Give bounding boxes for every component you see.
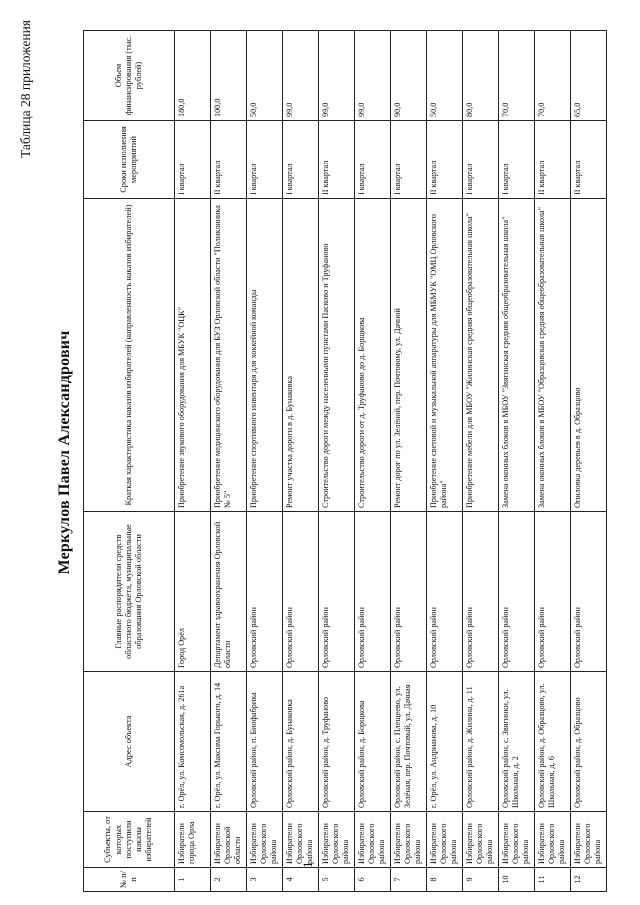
row-description: Ремонт участка дороги в д. Бунаковка xyxy=(283,199,319,512)
row-manager: Орловский район xyxy=(499,512,535,672)
row-number: 3 xyxy=(247,868,283,892)
row-address: г. Орёл, ул. Андрианова, д. 10 xyxy=(427,672,463,812)
column-header-number: № п/п xyxy=(84,868,175,892)
row-number: 12 xyxy=(571,868,607,892)
row-term: I квартал xyxy=(283,121,319,199)
row-subject: Избиратели Орловского района xyxy=(283,812,319,868)
row-number: 10 xyxy=(499,868,535,892)
row-description: Приобретение мебели для МБОУ "Жилинская средняя общеобразовательная школа" xyxy=(463,199,499,512)
table-row xyxy=(427,31,463,892)
table-row xyxy=(211,31,247,892)
column-header-description: Краткая характеристика наказов избирателей (направленность наказов избирателей) xyxy=(84,199,175,512)
row-term: I квартал xyxy=(499,121,535,199)
row-term: I квартал xyxy=(175,121,211,199)
column-header-address: Адрес объекта xyxy=(84,672,175,812)
row-subject: Избиратели Орловского района xyxy=(319,812,355,868)
row-subject: Избиратели Орловского района xyxy=(535,812,571,868)
row-amount: 80,0 xyxy=(463,31,499,121)
row-term: I квартал xyxy=(355,121,391,199)
row-subject: Избиратели города Орла xyxy=(175,812,211,868)
page-number: 1 xyxy=(300,861,315,868)
row-address: Орловский район, с. Звягинки, ул. Школьная, д. 2 xyxy=(499,672,535,812)
table-row xyxy=(571,31,607,892)
row-description: Замена оконных блоков в МБОУ "Образцовская средняя общеобразовательная школа" xyxy=(535,199,571,512)
row-term: I квартал xyxy=(391,121,427,199)
row-subject: Избиратели Орловского района xyxy=(463,812,499,868)
row-amount: 70,0 xyxy=(499,31,535,121)
row-subject: Избиратели Орловского района xyxy=(427,812,463,868)
row-number: 6 xyxy=(355,868,391,892)
table-row xyxy=(355,31,391,892)
row-amount: 65,0 xyxy=(571,31,607,121)
table-row xyxy=(535,31,571,892)
row-manager: Орловский район xyxy=(463,512,499,672)
deputy-name-heading: Меркулов Павел Александрович xyxy=(56,330,73,575)
row-description: Приобретение медицинского оборудования для БУЗ Орловской области "Поликлиника № 5" xyxy=(211,199,247,512)
row-address: г. Орёл, ул. Максима Горького, д. 14 xyxy=(211,672,247,812)
row-manager: Орловский район xyxy=(571,512,607,672)
row-amount: 99,0 xyxy=(319,31,355,121)
table-header-row xyxy=(84,31,175,892)
table-row xyxy=(499,31,535,892)
row-manager: Орловский район xyxy=(355,512,391,672)
table-row xyxy=(463,31,499,892)
row-amount: 180,0 xyxy=(175,31,211,121)
row-amount: 50,0 xyxy=(247,31,283,121)
row-description: Приобретение спортивного инвентаря для хоккейной команды xyxy=(247,199,283,512)
row-manager: Орловский район xyxy=(391,512,427,672)
row-subject: Избиратели Орловского района xyxy=(499,812,535,868)
row-subject: Избиратели Орловского района xyxy=(391,812,427,868)
row-number: 9 xyxy=(463,868,499,892)
column-header-amount: Объем финансирования (тыс. рублей) xyxy=(84,31,175,121)
row-manager: Орловский район xyxy=(535,512,571,672)
row-amount: 100,0 xyxy=(211,31,247,121)
row-address: Орловский район, д. Бунаковка xyxy=(283,672,319,812)
row-description: Строительство дороги от д. Труфаново до д. Борщкова xyxy=(355,199,391,512)
row-description: Приобретение световой и музыкальной аппаратуры для МБМУК "ОМЦ Орловского района" xyxy=(427,199,463,512)
row-amount: 99,0 xyxy=(283,31,319,121)
row-description: Ремонт дорог по ул. Зелёной, пер. Почтовому, ул. Дачной xyxy=(391,199,427,512)
row-number: 5 xyxy=(319,868,355,892)
table-row xyxy=(283,31,319,892)
row-address: Орловский район, п. Биофабрика xyxy=(247,672,283,812)
row-number: 1 xyxy=(175,868,211,892)
row-address: Орловский район, с. Плещеево, ул. Зелёная, пер. Почтовый, ул. Дачная xyxy=(391,672,427,812)
column-header-manager: Главные распорядители средств областного бюджета, муниципальные образования Орловской области xyxy=(84,512,175,672)
row-term: II квартал xyxy=(571,121,607,199)
row-term: II квартал xyxy=(535,121,571,199)
row-address: Орловский район, д. Образцово xyxy=(571,672,607,812)
table-row xyxy=(175,31,211,892)
table-row xyxy=(391,31,427,892)
row-description: Замена оконных блоков в МБОУ "Звягинская средняя общеобразовательная школа" xyxy=(499,199,535,512)
table-caption: Таблица 28 приложения xyxy=(18,20,33,159)
row-term: II квартал xyxy=(427,121,463,199)
column-header-subject: Субъекты, от которых поступили наказы избирателей xyxy=(84,812,175,868)
row-address: Орловский район, д. Борщкова xyxy=(355,672,391,812)
row-address: г. Орёл, ул. Комсомольская, д. 261а xyxy=(175,672,211,812)
row-manager: Орловский район xyxy=(247,512,283,672)
row-address: Орловский район, д. Жилина, д. 11 xyxy=(463,672,499,812)
mandates-table xyxy=(83,30,607,892)
row-manager: Орловский район xyxy=(319,512,355,672)
row-amount: 90,0 xyxy=(391,31,427,121)
row-address: Орловский район, д. Труфаново xyxy=(319,672,355,812)
row-number: 4 xyxy=(283,868,319,892)
row-subject: Избиратели Орловского района xyxy=(571,812,607,868)
row-subject: Избиратели Орловской области xyxy=(211,812,247,868)
row-manager: Орловский район xyxy=(283,512,319,672)
row-number: 11 xyxy=(535,868,571,892)
row-term: I квартал xyxy=(247,121,283,199)
row-description: Приобретение звукового оборудования для МБУК "ОЦК" xyxy=(175,199,211,512)
row-term: II квартал xyxy=(211,121,247,199)
table-body xyxy=(175,31,607,892)
row-description: Строительство дороги между населенными пунктами Пасково и Труфаново xyxy=(319,199,355,512)
table-row xyxy=(247,31,283,892)
row-number: 2 xyxy=(211,868,247,892)
row-description: Опиловка деревьев в д. Образцово xyxy=(571,199,607,512)
row-term: II квартал xyxy=(319,121,355,199)
row-address: Орловский район, д. Образцово, ул. Школьная, д. 6 xyxy=(535,672,571,812)
row-term: I квартал xyxy=(463,121,499,199)
row-subject: Избиратели Орловского района xyxy=(355,812,391,868)
row-manager: Орловский район xyxy=(427,512,463,672)
row-amount: 50,0 xyxy=(427,31,463,121)
row-manager: Департамент здравоохранения Орловской области xyxy=(211,512,247,672)
row-subject: Избиратели Орловского района xyxy=(247,812,283,868)
row-manager: Город Орёл xyxy=(175,512,211,672)
row-number: 7 xyxy=(391,868,427,892)
row-number: 8 xyxy=(427,868,463,892)
row-amount: 99,0 xyxy=(355,31,391,121)
row-amount: 70,0 xyxy=(535,31,571,121)
table-row xyxy=(319,31,355,892)
column-header-term: Сроки исполнения мероприятий xyxy=(84,121,175,199)
